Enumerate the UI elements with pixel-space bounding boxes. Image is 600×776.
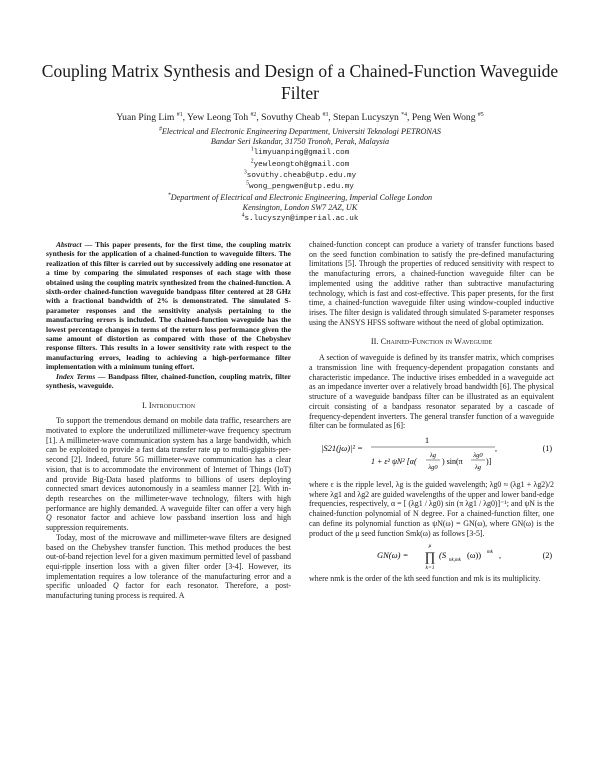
equation-1	[309, 434, 554, 476]
eq1-frac2-num: λg0	[473, 451, 483, 459]
affiliation-2-line-2: Kensington, London SW7 2AZ, UK	[242, 203, 358, 213]
eq1-numerator: 1	[424, 434, 430, 445]
author-mark: #2	[250, 111, 257, 118]
intro-paragraph-3: chained-function concept can produce a variety of transfer functions based on the seed function combination to satisfy the pre-defined manufacturing limitations [5]. Through the properties of reduced sensitivity with respect to the manufacturing errors, a chained-function waveguide filter can be implemented using the additive rather than subtractive manufacturing technology, which is fast and cost-effective. This paper presents, for the first time, a chained-function waveguide filter using window-coupled inductive irises. The filter design is validated through simulated S-parameter responses using the ANSYS HFSS software without the need of global optimization.	[309, 240, 554, 327]
author-name: Sovuthy Cheab	[261, 112, 321, 123]
equation-2-graphic	[309, 541, 554, 571]
abstract-lead: Abstract	[56, 240, 82, 249]
eq1-frac1-den: λg0	[428, 463, 438, 471]
section2-paragraph-1: A section of waveguide is defined by its transfer matrix, which comprises a transmission line with frequency-dependent propagation constants and characteristic impedance. The inductive irises embedded in a waveguide act as an impedance inverter over a relatively broad bandwidth [6]. The physical structure of a waveguide bandpass filter can be illustrated as an equivalent circuit consisting of a bandpass resonator separated by a cascade of frequency-dependent inverters. The general transfer function of a waveguide filter can be formulated as [6]:	[309, 353, 554, 431]
section-heading-chained-function: II. Chained-Function in Waveguide	[370, 337, 493, 347]
affiliation-1-line-1: Electrical and Electronic Engineering Department, Universiti Teknologi PETRONAS	[161, 127, 441, 136]
email-link[interactable]: limyuanping@gmail.com	[253, 149, 350, 158]
author-mark: *4	[401, 111, 408, 118]
eq2-lhs: GN(ω) =	[377, 550, 409, 561]
affiliation-2: *Department of Electrical and Electronic Engineering, Imperial College London Kensington, London SW7 2AZ, UK $^4$s.lucyszyn@imperial.ac.uk	[60, 193, 540, 225]
section2-paragraph-3: where nmk is the order of the kth seed function and mk is its multiplicity.	[309, 574, 541, 584]
email-link[interactable]: yewleongtoh@gmail.com	[253, 160, 350, 169]
eq1-frac1-num: λg	[429, 451, 437, 459]
eq1-number: (1)	[542, 443, 552, 453]
eq2-number: (2)	[542, 551, 552, 561]
index-terms-body: — Bandpass filter, chained-function, coupling matrix, filter synthesis, waveguide.	[46, 371, 291, 391]
abstract-body: — This paper presents, for the first time, the coupling matrix synthesis for the application of a chained-function to waveguide filters. The realization of this filter is carried out by successively adding one resonator at a time by comparing the simulated responses of each stage with those obtained using the coupling matrix synthesized from the chained-function. A sixth-order chained-function waveguide bandpass filter centered at 28 GHz with a fractional bandwidth of 2% is demonstrated. The simulated S-parameter responses and the sensitivity analysis pertaining to the manufacturing errors is included. The chained-function waveguide has the lowest percentage changes in terms of the return loss performance given the same amount of distortion as compared with those of the Chebyshev response filters. This results in a lower sensitivity rate with respect to the manufacturing errors, leading to achieving a high-performance filter implementation with a minimum tuning effort.	[46, 240, 291, 372]
equation-1-graphic	[309, 434, 554, 476]
eq2-prod-top: μ	[428, 543, 432, 550]
email-link[interactable]: sovuthy.cheab@utp.edu.my	[246, 171, 357, 180]
left-column	[46, 240, 291, 601]
author-mark: #1	[176, 111, 183, 118]
section-heading-introduction: I. Introduction	[141, 400, 196, 410]
eq1-lhs: |S21(jω)|² =	[321, 442, 363, 453]
email-link[interactable]: s.lucyszyn@imperial.ac.uk	[244, 215, 359, 224]
affiliation-1: #Electrical and Electronic Engineering Department, Universiti Teknologi PETRONAS Bandar Seri Iskandar, 31750 Tronoh, Perak, Malaysia $^1$limyuanping@gmail.com $^2$yewleongtoh@gmail.com $^3$sovuthy.cheab@utp.edu.my $^5$wong_pengwen@utp.edu.my	[60, 127, 540, 192]
eq1-frac2-den: λg	[474, 463, 482, 471]
affiliation-2-line-1: Department of Electrical and Electronic Engineering, Imperial College London	[170, 193, 433, 202]
abstract	[46, 240, 291, 372]
email-link[interactable]: wong_pengwen@utp.edu.my	[249, 183, 354, 192]
eq1-denominator-end: )]	[486, 456, 492, 466]
right-column	[309, 240, 554, 584]
author-line: Yuan Ping Lim $^{\#1}$, Yew Leong Toh $^{\#2}$, Sovuthy Cheab $^{\#3}$, Stepan Lucyszyn $^{*4}$, Peng Wen Wong $^{\#5}$	[116, 111, 484, 123]
paper-title: Coupling Matrix Synthesis and Design of a Chained-Function Waveguide Filter	[41, 61, 559, 103]
intro-paragraph-1: To support the tremendous demand on mobile data traffic, researchers are motivated to explore the underutilized millimeter-wave frequency spectrum [1]. A millimeter-wave communication system has a large bandwidth, which can be exploited to provide a fast data transfer rate up to multi-gigabits-per-second [2]. Indeed, future 5G millimeter-wave communication has a clear vision, that is to accommodate the environment of Internet of Things (IoT) and provide Big-Data based platforms to billions of users deploying connected smart devices autonomously in a seamless manner [2]. With in-depth researches on the millimeter-wave technology, filters with high performance are highly demanded. A waveguide filter can offer a very high Q resonator factor and achieve low passband insertion loss and high suppression requirements.	[46, 416, 291, 533]
section2-paragraph-2: where ε is the ripple level, λg is the guided wavelength; λg0 ≈ (λg1 + λg2)/2 where λg1 and λg2 are guided wavelengths of the upper and lower band-edge frequencies, respectively, α = [ (λg1 / λg0) sin (π λg1 / λg0)]⁻¹; and ψN is the chained-function polynomial of N degree. For a chained-function filter, one can define its polynomial function as ψN(ω) = GN(ω), where GN(ω) is the product of the μ seed function Smk(ω) as follows [3-5].	[309, 479, 554, 538]
equation-2	[309, 541, 554, 571]
author-name: Stepan Lucyszyn	[333, 112, 399, 123]
author-name: Peng Wen Wong	[411, 112, 476, 123]
eq2-body-end: (ω))	[467, 550, 482, 561]
svg-text:,: ,	[495, 443, 497, 453]
author-mark: #5	[477, 111, 484, 118]
author-name: Yuan Ping Lim	[116, 112, 175, 123]
affiliation-1-line-2: Bandar Seri Iskandar, 31750 Tronoh, Perak, Malaysia	[210, 137, 390, 147]
intro-paragraph-2: Today, most of the microwave and millimeter-wave filters are designed based on the Chebyshev transfer function. This method produces the best out-of-band rejection level for a given maximum permitted level of passband equi-ripple insertion loss with a given filter order [3-4]. However, its implementation requires a low tolerance of the manufacturing error and a specific unloaded Q factor for each resonator. Therefore, a post-manufacturing tuning process is required. A	[46, 532, 292, 601]
eq2-prod-bottom: k=1	[425, 565, 435, 572]
index-terms-lead: Index Terms	[56, 371, 96, 381]
index-terms	[46, 372, 291, 391]
eq1-denominator-start: 1 + ε² ψN² [α(	[371, 456, 417, 466]
eq2-body: (S	[439, 550, 447, 561]
eq2-product-symbol: ∏	[424, 549, 436, 565]
author-mark: #3	[322, 111, 329, 118]
eq2-superscript: mk	[487, 550, 493, 556]
svg-text:,: ,	[499, 551, 501, 561]
eq2-subscript: nk,mk	[449, 558, 461, 564]
eq1-denominator-mid: ) sin(π	[442, 456, 463, 466]
author-name: Yew Leong Toh	[187, 112, 249, 123]
